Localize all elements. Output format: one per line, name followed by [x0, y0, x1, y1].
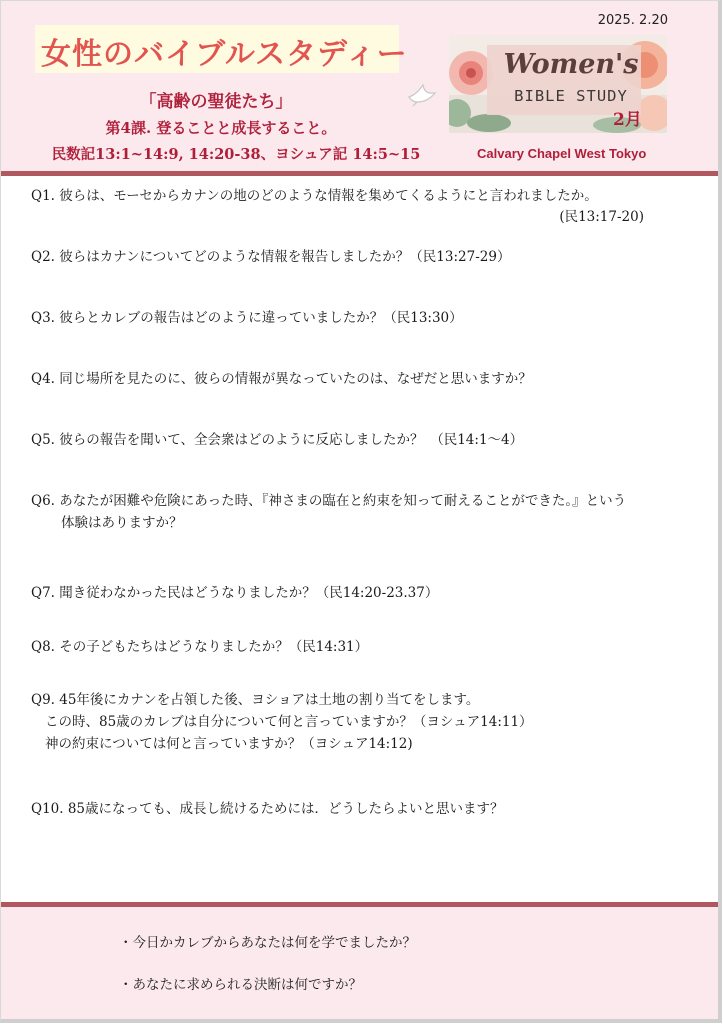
question-text-continued: 神の約束については何と言っていますか？（ヨシュア14:12): [45, 736, 413, 752]
question-text: Q9. 45年後にカナンを占領した後、ヨショアは土地の割り当てをします。: [31, 692, 480, 708]
question-text: Q10. 85歳になっても、成長し続けるためには．どうしたらよいと思います？: [31, 801, 504, 817]
question-q9: [31, 689, 533, 755]
dove-icon: [405, 81, 441, 107]
reflection-question-2: ・あなたに求められる決断は何ですか？: [119, 977, 362, 993]
question-q1: [31, 185, 598, 207]
logo-bible-study: BIBLE STUDY: [514, 87, 628, 105]
question-q2: [31, 246, 510, 268]
logo-womens: Women's: [503, 49, 639, 80]
question-text: Q5. 彼らの報告を聞いて、全会衆はどのように反応しましたか？ （民14:1～4）: [31, 432, 524, 448]
question-text-continued: 体験はありますか？: [61, 515, 183, 531]
question-q6: [31, 490, 626, 534]
question-text: Q1. 彼らは、モーセからカナンの地のどのような情報を集めてくるようにと言われましたか。: [31, 188, 598, 204]
question-q1-reference: (民13:17-20): [559, 209, 644, 225]
question-text-continued: この時、85歳のカレブは自分について何と言っていますか？（ヨシュア14:11）: [45, 714, 533, 730]
page-title: 女性のバイブルスタディー: [41, 37, 408, 72]
question-text: Q4. 同じ場所を見たのに、彼らの情報が異なっていたのは、なぜだと思いますか？: [31, 371, 532, 387]
question-text: Q8. その子どもたちはどうなりましたか？（民14:31）: [31, 639, 369, 655]
scripture-reference: 民数記13:1~14:9, 14:20-38、ヨシュア記 14:5~15: [51, 146, 421, 163]
footer-band: [1, 907, 718, 1019]
question-q8: [31, 636, 368, 658]
series-subtitle: 「高齢の聖徒たち」: [139, 92, 293, 112]
question-text: Q6. あなたが困難や危険にあった時、『神さまの臨在と約束を知って耐えることができた。』という: [31, 493, 627, 509]
header-divider: [1, 171, 718, 176]
date: 2025. 2.20: [597, 13, 668, 28]
question-q4: [31, 368, 532, 390]
question-text: Q2. 彼らはカナンについてどのような情報を報告しましたか？（民13:27-29）: [31, 249, 511, 265]
question-q5: [31, 429, 523, 451]
lesson-title: 第4課. 登ることと成長すること。: [105, 119, 337, 137]
logo-month: 2月: [613, 110, 642, 130]
church-name: Calvary Chapel West Tokyo: [477, 146, 647, 161]
question-q10: [31, 798, 504, 820]
question-text: Q3. 彼らとカレブの報告はどのように違っていましたか？（民13:30）: [31, 310, 463, 326]
question-text: Q7. 聞き従わなかった民はどうなりましたか？（民14:20-23.37）: [31, 585, 439, 601]
bible-study-logo: [449, 35, 667, 133]
question-q7: [31, 582, 438, 604]
reflection-question-1: ・今日かカレブからあなたは何を学でましたか？: [119, 935, 416, 951]
question-q3: [31, 307, 463, 329]
